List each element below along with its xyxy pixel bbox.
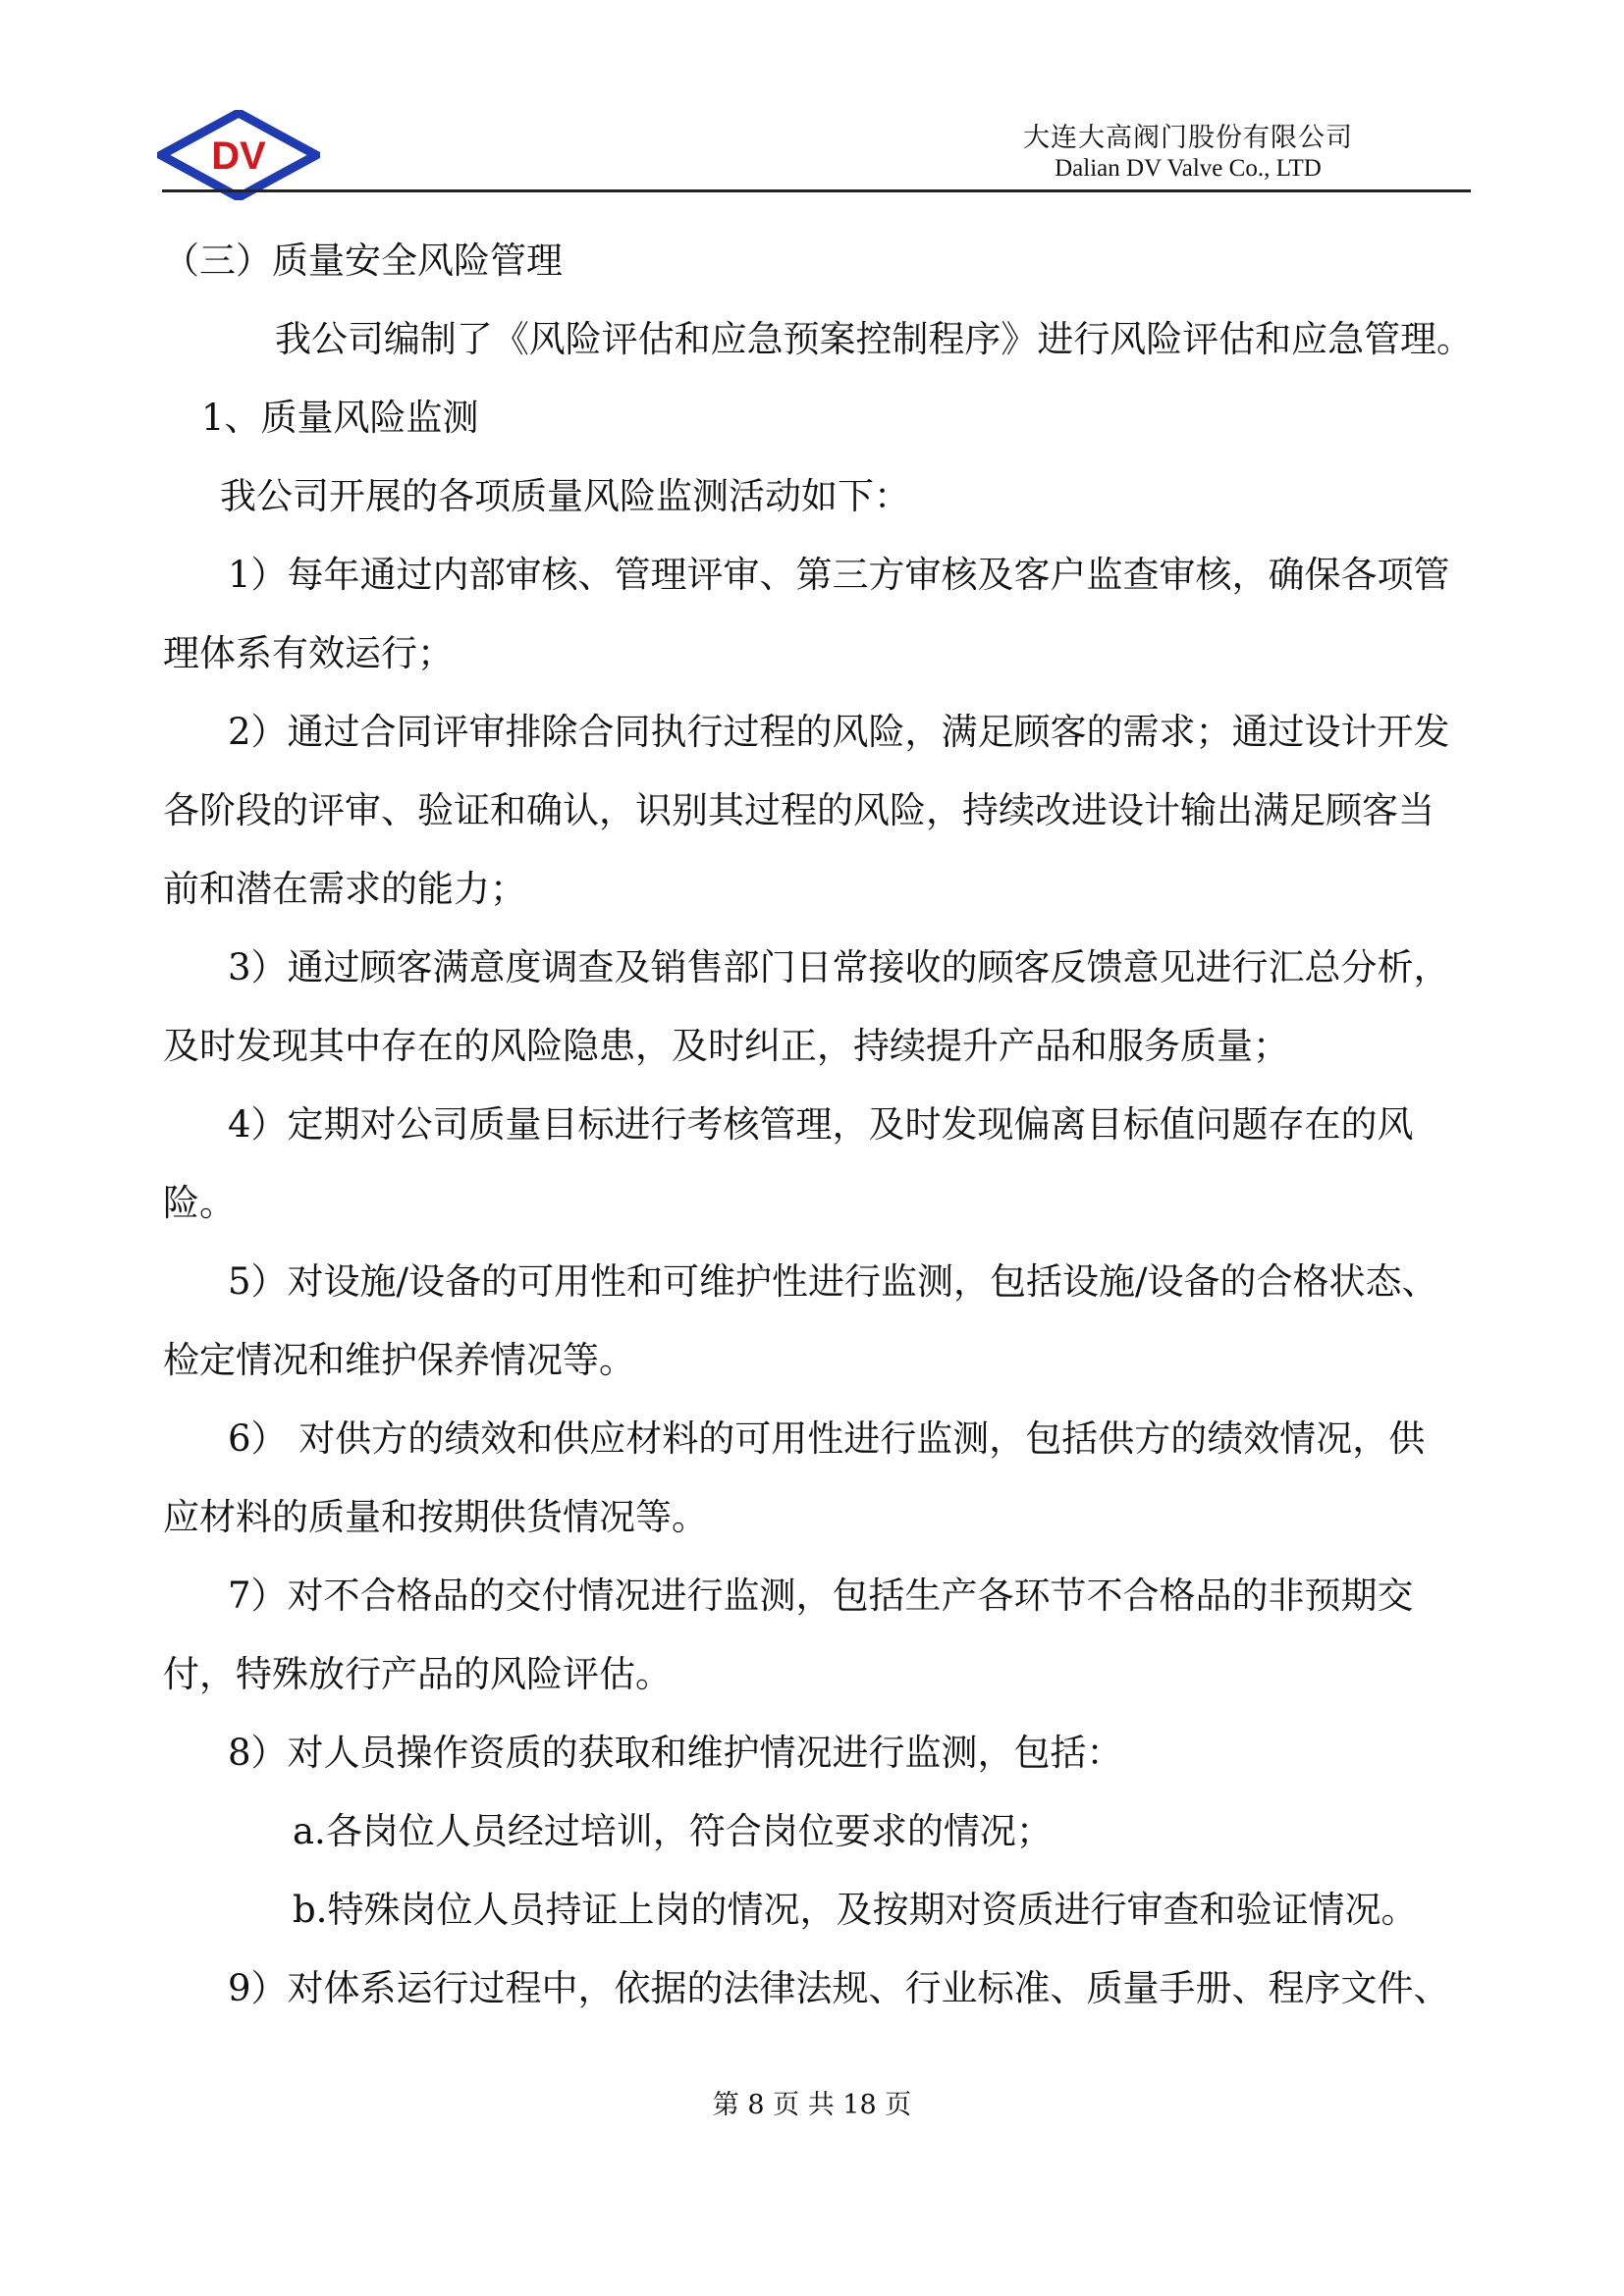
intro-paragraph: 我公司编制了《风险评估和应急预案控制程序》进行风险评估和应急管理。 xyxy=(275,318,1473,360)
item-8-line-1: 8）对人员操作资质的获取和维护情况进行监测，包括： xyxy=(228,1732,1123,1774)
lead-paragraph: 我公司开展的各项质量风险监测活动如下： xyxy=(220,475,910,517)
header-divider xyxy=(162,189,1471,192)
item-6-line-1: 6） 对供方的绩效和供应材料的可用性进行监测，包括供方的绩效情况，供 xyxy=(228,1417,1426,1460)
company-name-cn: 大连大高阀门股份有限公司 xyxy=(1023,123,1353,153)
item-7-line-2: 付，特殊放行产品的风险评估。 xyxy=(163,1653,672,1695)
item-4-line-2: 险。 xyxy=(163,1182,236,1224)
item-3-line-1: 3）通过顾客满意度调查及销售部门日常接收的顾客反馈意见进行汇总分析， xyxy=(228,946,1450,988)
item-6-line-2: 应材料的质量和按期供货情况等。 xyxy=(163,1496,708,1538)
section-title: （三）质量安全风险管理 xyxy=(163,240,563,282)
subsection-title: 1、质量风险监测 xyxy=(201,397,479,439)
company-name-en: Dalian DV Valve Co., LTD xyxy=(1055,155,1322,182)
item-5-line-1: 5）对设施/设备的可用性和可维护性进行监测，包括设施/设备的合格状态、 xyxy=(228,1260,1438,1303)
item-9-line-1: 9）对体系运行过程中，依据的法律法规、行业标准、质量手册、程序文件、 xyxy=(228,1967,1450,2009)
item-3-line-2: 及时发现其中存在的风险隐患，及时纠正，持续提升产品和服务质量； xyxy=(163,1025,1289,1067)
item-2-line-3: 前和潜在需求的能力； xyxy=(163,868,526,910)
item-1-line-2: 理体系有效运行； xyxy=(163,632,454,674)
item-5-line-2: 检定情况和维护保养情况等。 xyxy=(163,1339,635,1381)
item-8-sub-a: a.各岗位人员经过培训，符合岗位要求的情况； xyxy=(293,1810,1053,1852)
item-7-line-1: 7）对不合格品的交付情况进行监测，包括生产各环节不合格品的非预期交 xyxy=(228,1575,1414,1617)
page-number: 第 8 页 共 18 页 xyxy=(712,2090,912,2120)
item-4-line-1: 4）定期对公司质量目标进行考核管理，及时发现偏离目标值问题存在的风 xyxy=(228,1103,1414,1146)
logo-text: DV xyxy=(211,134,266,178)
item-2-line-2: 各阶段的评审、验证和确认，识别其过程的风险，持续改进设计输出满足顾客当 xyxy=(163,789,1435,831)
company-logo xyxy=(157,110,320,200)
item-8-sub-b: b.特殊岗位人员持证上岗的情况，及按期对资质进行审查和验证情况。 xyxy=(293,1889,1418,1931)
item-1-line-1: 1）每年通过内部审核、管理评审、第三方审核及客户监查审核，确保各项管 xyxy=(228,554,1450,596)
item-2-line-1: 2）通过合同评审排除合同执行过程的风险，满足顾客的需求；通过设计开发 xyxy=(228,711,1450,753)
